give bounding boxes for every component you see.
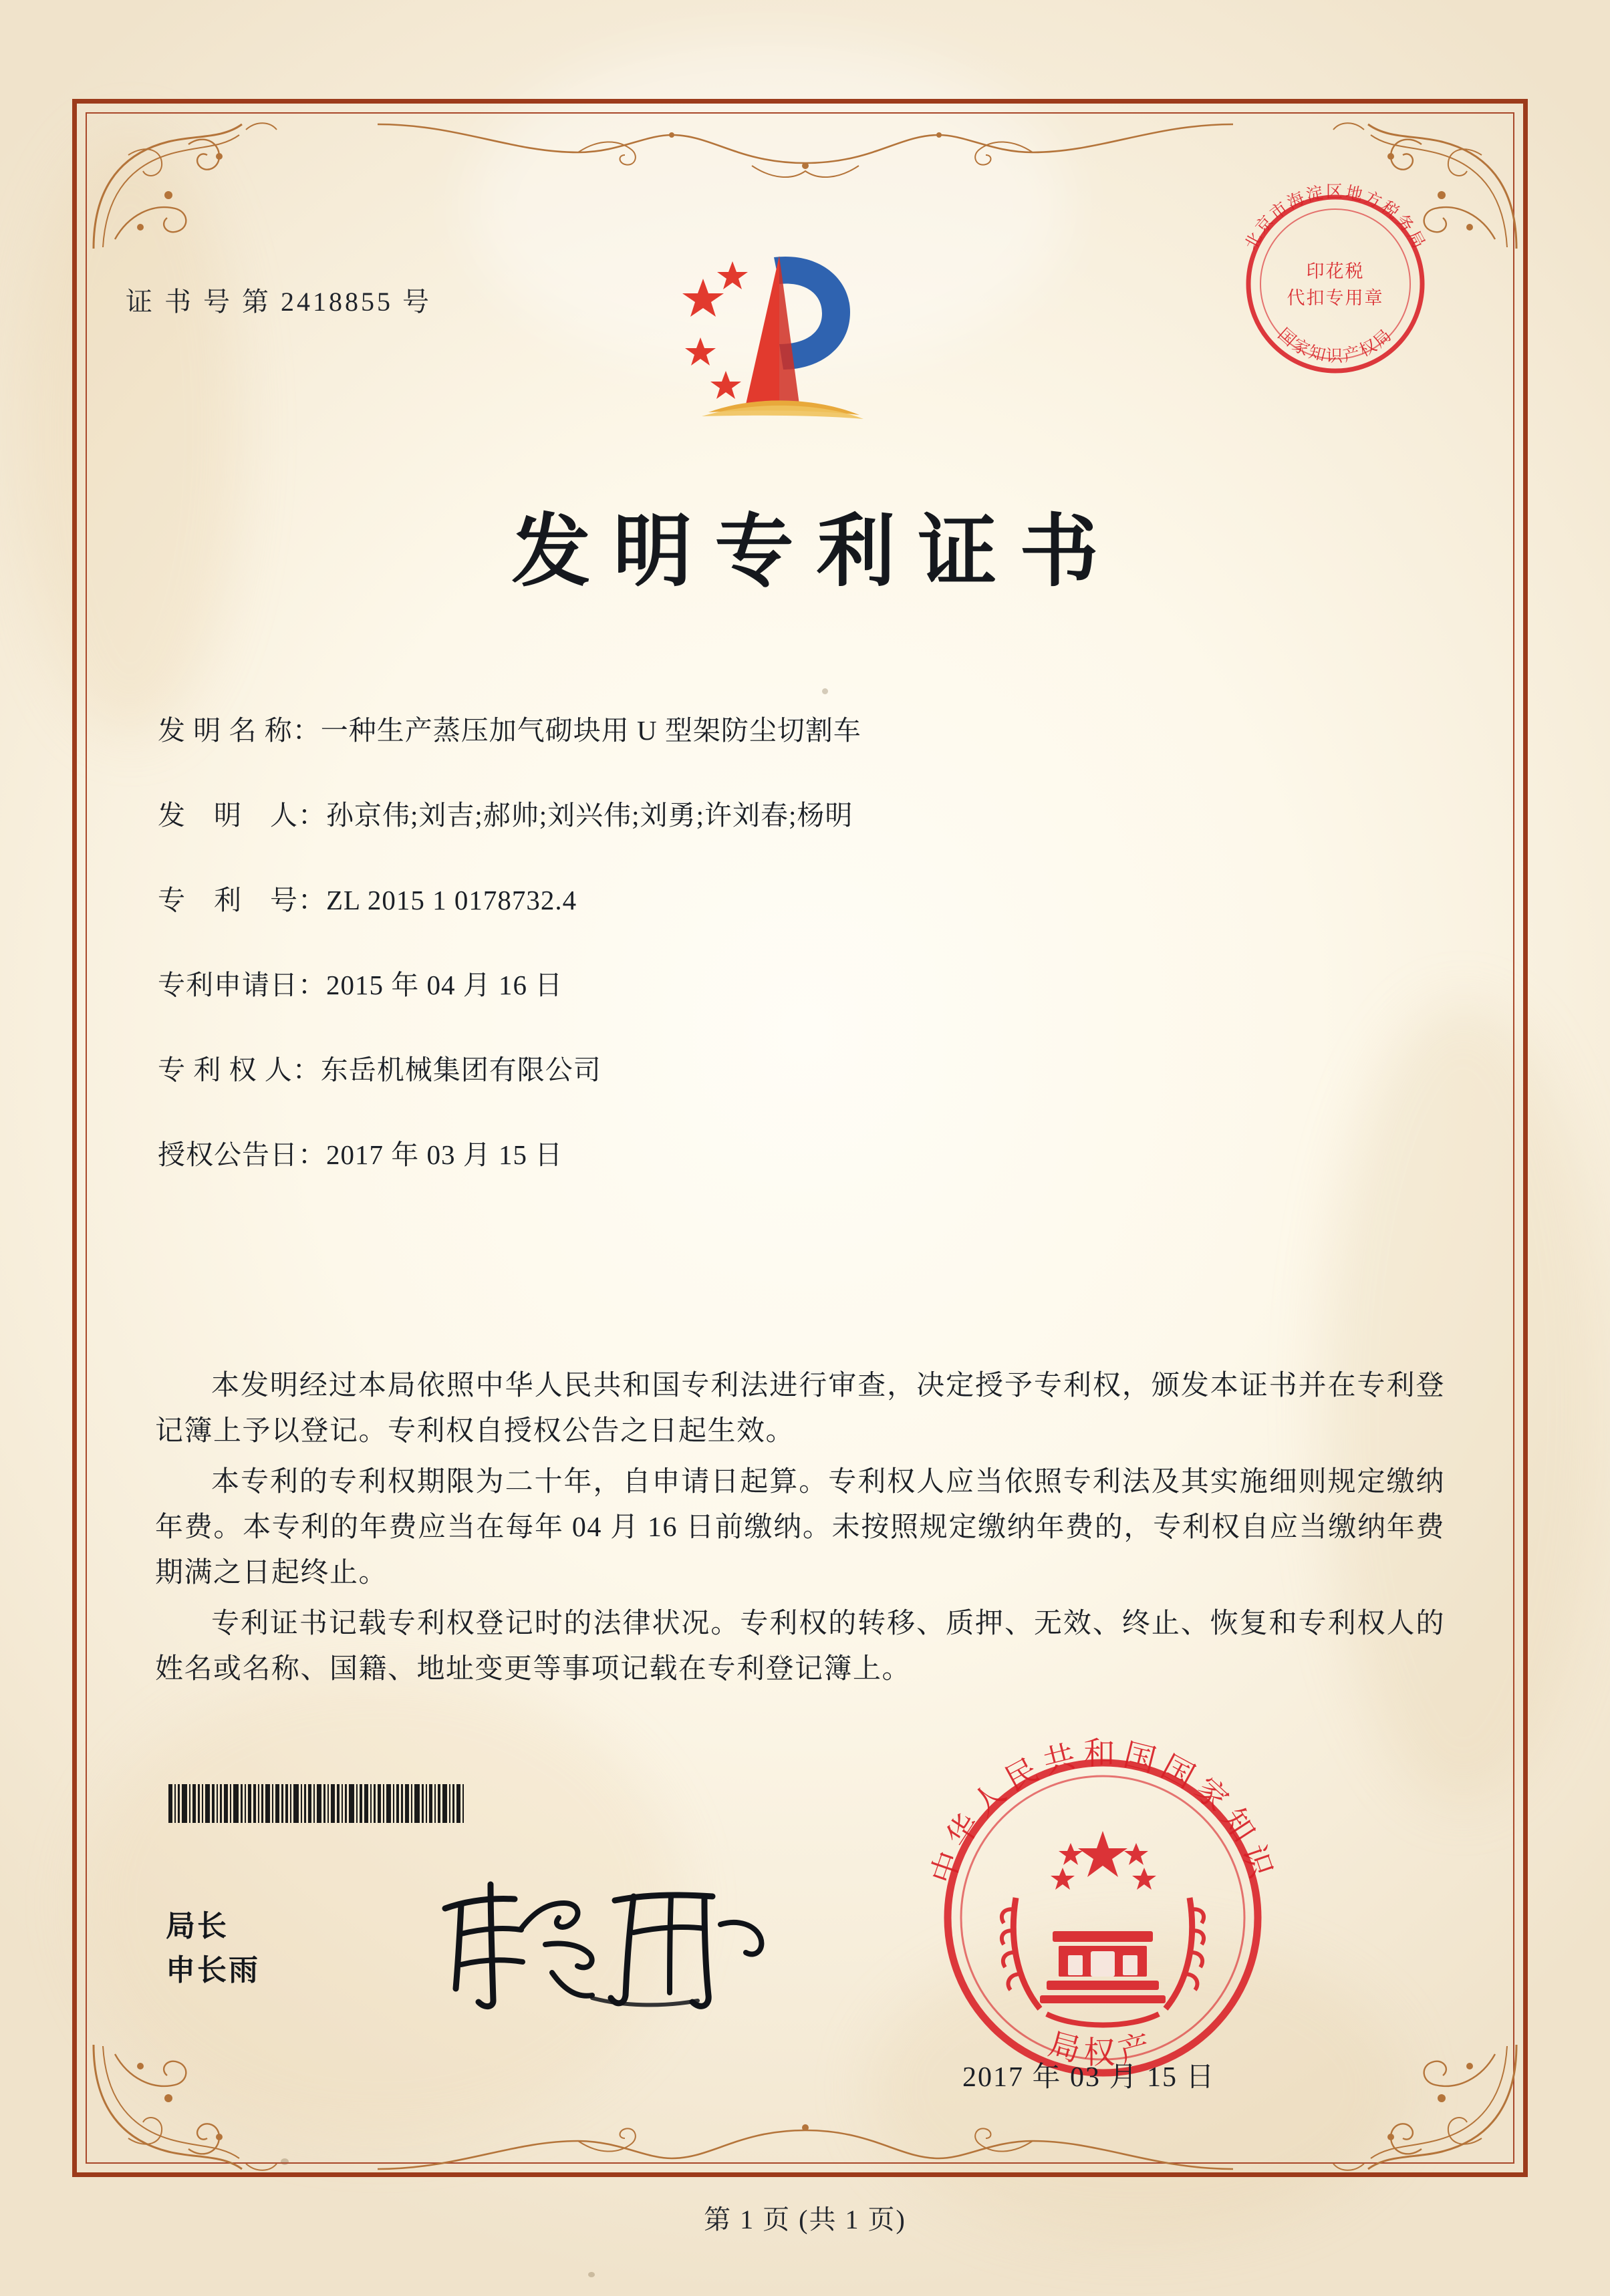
field-label: 授权公告日： bbox=[158, 1139, 326, 1170]
field-grant-date bbox=[158, 1133, 1428, 1172]
field-invention-name bbox=[158, 708, 1428, 748]
body-paragraph-3: 专利证书记载专利权登记时的法律状况。专利权的转移、质押、无效、终止、恢复和专利权人的姓名或名称、国籍、地址变更等事项记载在专利登记簿上。 bbox=[155, 1608, 1445, 1685]
field-value: ZL 2015 1 0178732.4 bbox=[326, 885, 577, 915]
field-value: 东岳机械集团有限公司 bbox=[320, 1054, 601, 1085]
certificate-number: 证 书 号 第 2418855 号 bbox=[126, 287, 432, 317]
field-patentee bbox=[158, 1048, 1428, 1087]
certificate-fields bbox=[158, 708, 1428, 1217]
official-seal bbox=[916, 1731, 1290, 2105]
director-label: 局长 bbox=[166, 1909, 229, 1943]
top-ornament-icon bbox=[378, 106, 1233, 186]
bottom-ornament-icon bbox=[378, 2108, 1233, 2188]
field-application-date bbox=[158, 963, 1428, 1002]
svg-text:中华人民共和国国家知识: 中华人民共和国国家知识 bbox=[924, 1735, 1282, 1889]
field-label: 发 明 名 称： bbox=[158, 715, 321, 746]
svg-text:局权产: 局权产 bbox=[1045, 2025, 1161, 2071]
svg-text:国家知识产权局: 国家知识产权局 bbox=[1274, 324, 1397, 366]
director-signature bbox=[421, 1864, 795, 2018]
tax-stamp-seal bbox=[1222, 170, 1449, 398]
field-label: 专 利 号： bbox=[158, 885, 326, 915]
field-inventors bbox=[158, 793, 1428, 833]
paper-speck bbox=[588, 2272, 595, 2277]
field-label: 专利申请日： bbox=[158, 970, 326, 1000]
field-value: 一种生产蒸压加气砌块用 U 型架防尘切割车 bbox=[320, 715, 861, 746]
page-footer: 第 1 页 (共 1 页) bbox=[704, 2204, 906, 2235]
field-patent-number bbox=[158, 878, 1428, 917]
seal-date: 2017 年 03 月 15 日 bbox=[962, 2062, 1216, 2093]
page-title: 发明专利证书 bbox=[511, 505, 1121, 597]
barcode bbox=[168, 1784, 583, 1823]
certificate-body bbox=[155, 1363, 1445, 1697]
field-value: 2015 年 04 月 16 日 bbox=[326, 970, 563, 1000]
field-value: 孙京伟;刘吉;郝帅;刘兴伟;刘勇;许刘春;杨明 bbox=[326, 800, 853, 831]
body-paragraph-2: 本专利的专利权期限为二十年，自申请日起算。专利权人应当依照专利法及其实施细则规定缴纳年费。本专利的年费应当在每年 04 月 16 日前缴纳。未按照规定缴纳年费的，专利权自应当缴纳年费期满之日起终止。 bbox=[155, 1467, 1445, 1589]
svg-text:北京市海淀区地方税务局: 北京市海淀区地方税务局 bbox=[1240, 182, 1430, 253]
field-value: 2017 年 03 月 15 日 bbox=[326, 1139, 563, 1170]
svg-text:印花税: 印花税 bbox=[1306, 261, 1365, 282]
sipo-logo-icon bbox=[662, 237, 882, 431]
svg-text:代扣专用章: 代扣专用章 bbox=[1287, 288, 1384, 309]
field-label: 发 明 人： bbox=[158, 800, 326, 831]
director-block bbox=[166, 1904, 260, 1993]
body-paragraph-1: 本发明经过本局依照中华人民共和国专利法进行审查，决定授予专利权，颁发本证书并在专利登记簿上予以登记。专利权自授权公告之日起生效。 bbox=[155, 1371, 1445, 1447]
field-label: 专 利 权 人： bbox=[158, 1054, 321, 1085]
director-name: 申长雨 bbox=[166, 1953, 260, 1987]
